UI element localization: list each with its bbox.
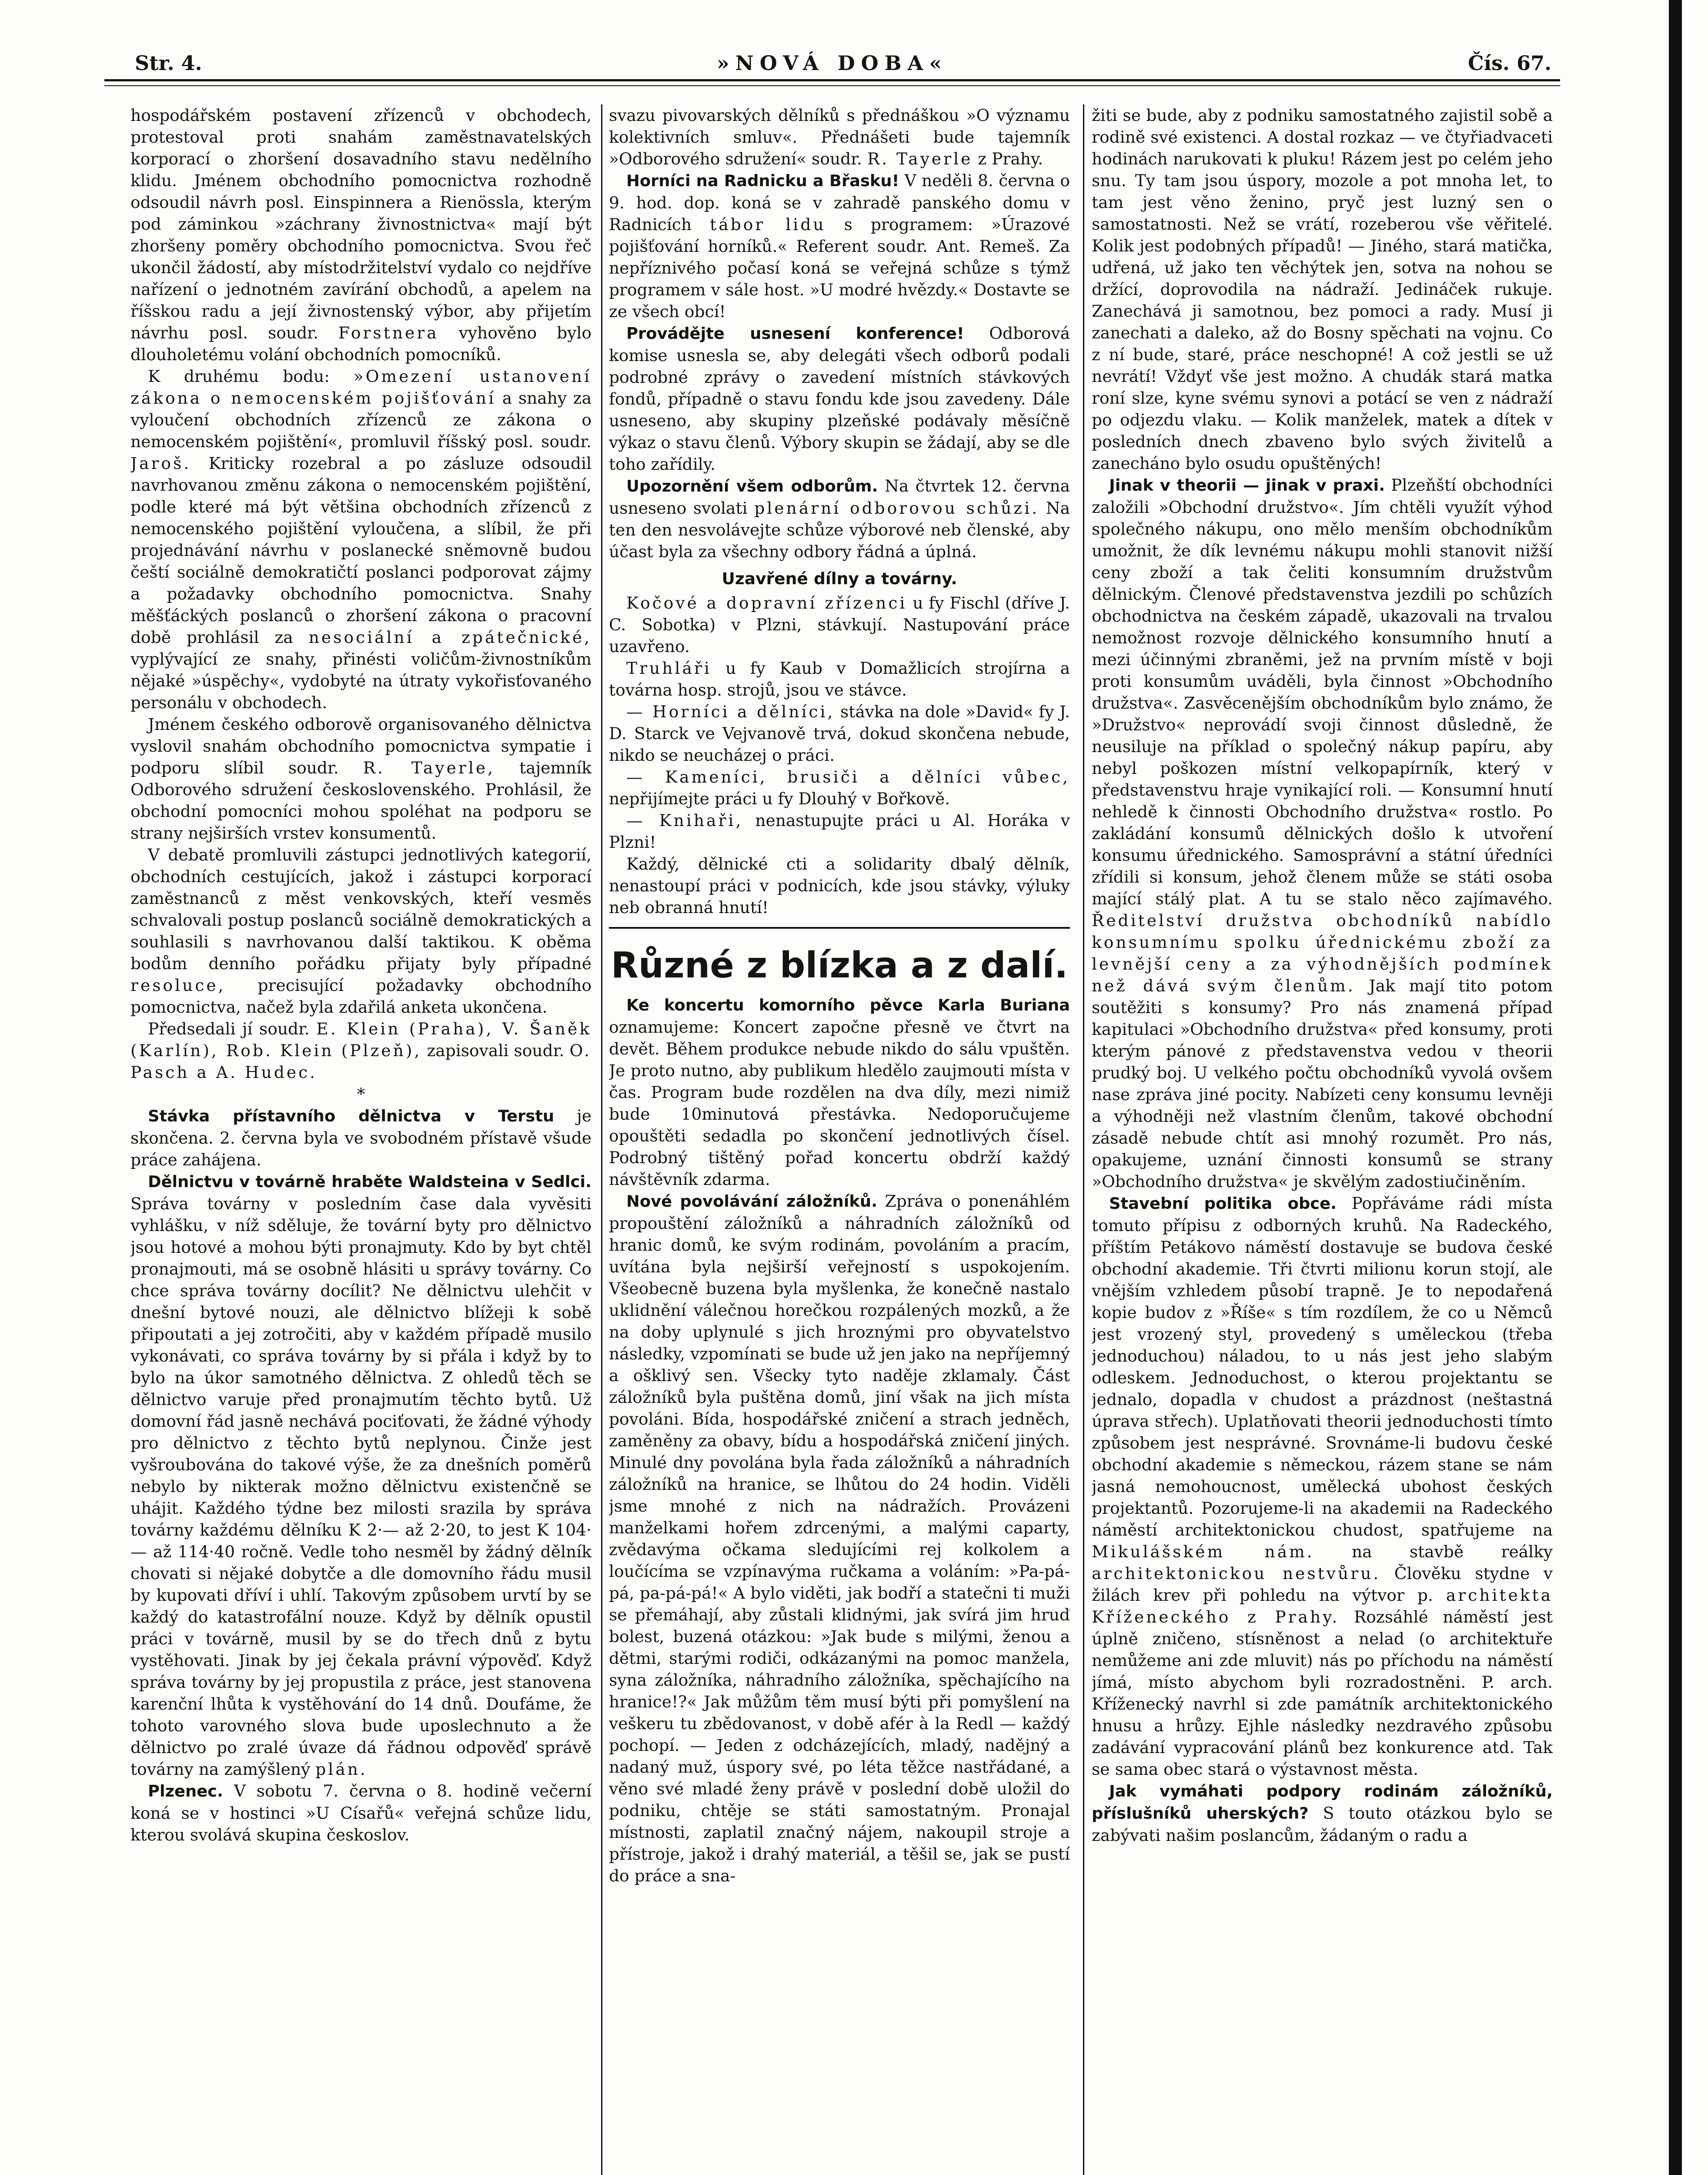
column-divider-1 xyxy=(601,104,602,2175)
newspaper-title: »NOVÁ DOBA« xyxy=(716,51,948,75)
article-paragraph: svazu pivovarských dělníků s přednáškou »O významu kolektivních smluv«. Přednášeti bude tajemník »Odborového sdružení« soudr. R. Tayerle z Prahy. xyxy=(609,106,1070,168)
column-1 xyxy=(130,104,592,2175)
issue-number: Čís. 67. xyxy=(1467,51,1551,75)
article-paragraph: hospodářském postavení zřízenců v obchodech, protestoval proti snahám zaměstnavatelských korporací o zhoršení dosavadního stavu nedělního klidu. Jménem obchodního pomocnictva rozhodně odsoudil návrh posl. Einspinnera a Rienössla, kterým pod záminkou »záchrany živnostnictva« mají být zhoršeny poměry obchodního pomocnictva. Svou řeč ukončil žádostí, aby místodržitelství vydalo co nejdříve nařízení o jednotném zavírání obchodů, a apelem na říšskou radu a její živnostenský výbor, aby přijetím návrhu posl. soudr. Forstnera vyhověno bylo dlouholetému volání obchodních pomocníků. xyxy=(130,106,592,364)
article-paragraph: Jak vymáhati podpory rodinám záložníků, příslušníků uherských? S touto otázkou bylo se zabývati našim poslancům, žádaným o radu a xyxy=(1092,1782,1553,1845)
article-heading: Plzenec. xyxy=(148,1782,224,1800)
article-heading: Jak vymáhati podpory rodinám záložníků, příslušníků uherských? xyxy=(1092,1782,1553,1823)
article-paragraph: Nové povolávání záložníků. Zpráva o ponenáhlém propouštění záložníků a náhradních záložníků od hranic domů, ke svým rodinám, povoláním a pracím, uvítána byla nejširší veřejností s uspokojením. Všeobecně buzena byla myšlenka, že konečně nastalo uklidnění válečnou horečkou rozpálených mozků, a že na doby uplynulé s jich hroznými pro obyvatelstvo následky, vzpomínati se bude už jen jako na nepříjemný a ošklivý sen. Všecky tyto naděje zklamaly. Část záložníků byla puštěna domů, jiní však na jich místa povoláni. Bída, hospodářské zničení a strach jedněch, zaměněny za obavy, bídu a hospodářská zničení jiných. Minulé dny povolána byla řada záložníků a náhradních záložníků na hranice, se lhůtou do 24 hodin. Viděli jsme mnohé z nich na nádražích. Provázeni manželkami hořem zdrcenými, a malými caparty, zvědavýma očkama sledujícími rej kolkolem a loučícíma se vzpínavýma ručkama a voláním: »Pa-pá-pá, pa-pá-pá!« A bylo viděti, jak bodří a statečni ti muži se přemáhají, aby zůstali klidnými, jak svírá jim hruď bolest, buzená otázkou: »Jak bude s milými, ženou a dětmi, starými rodiči, odkázanými na pomoc manžela, syna záložníka, náhradního záložníka, spěchajícího na hranice!?« Jak můžům těm musí býti při pomyšlení na veškeru tu zbědovanost, v době afér à la Redl — každý pochopí. — Jeden z odcházejících, mladý, nadějný a nadaný muž, úspory své, po léta těžce nastřádané, a věno své mladé ženy právě v poslední době uložil do podniku, chtěje se státi samostatným. Pronajal místnosti, zaplatil značný nájem, nakoupil stroje a přístroje, jakož i drahý materiál, a těšil se, jak se pustí do práce a sna- xyxy=(609,1191,1070,1885)
article-paragraph: Stavební politika obce. Popřáváme rádi místa tomuto přípisu z odborných kruhů. Na Radeckého, příštím Petákovo náměstí dostavuje se budova české obchodní akademie. Tři čtvrti milionu korun stojí, ale vnějším vzhledem působí trapně. Je to nepodařená kopie budov z »Říše« s tím rozdílem, že co u Němců jest vrozený styl, provedený s uměleckou (třeba jednoduchou) náladou, to u nás jest jeho slabým odleskem. Jednoduchost, o kterou projektantu se jednalo, dopadla v chudost a prázdnost (neštastná úprava střech). Uplatňovati theorii jednoduchosti tímto způsobem jest nesprávné. Srovnáme-li budovu české obchodní akademie s německou, rázem stane se nám jasná nemohoucnost, umělecká ubohost českých projektantů. Pozorujeme-li na akademii na Radeckého náměstí architektonickou chudost, spatřujeme na Mikulášském nám. na stavbě reálky architektonickou nestvůru. Člověku stydne v žilách krev při pohledu na výtvor p. architekta Kříženeckého z Prahy. Rozsáhlé náměstí jest úplně zničeno, stísněnost a nelad (o architektuře nemůžeme ani zde mluvit) nás po příchodu na náměstí jímá, místo abychom byli rozradostněni. P. arch. Kříženecký navrhl si zde památník architektonického hnusu a hrůzy. Ejhle následky nezdravého způsobu zadávání vypracování plánů bez konkurence atd. Tak se sama obec stará o výstavnost města. xyxy=(1092,1194,1553,1779)
article-paragraph: Horníci na Radnicku a Břasku! V neděli 8. června o 9. hod. dop. koná se v zahradě panského domu v Radnicích tábor lidu s programem: »Úrazové pojišťování horníků.« Referent soudr. Ant. Remeš. Za nepříznivého počasí koná se veřejná schůze s týmž programem v sále host. »U modré hvězdy.« Dostavte se ze všech obcí! xyxy=(609,171,1070,321)
article-paragraph: Ke koncertu komorního pěvce Karla Buriana oznamujeme: Koncert započne přesně ve čtvrt na devět. Během produkce nebude nikdo do sálu vpuštěn. Je proto nutno, aby publikum hledělo zaujmouti místa v čas. Program bude rozdělen na dva díly, mezi nimiž bude 10minutová přestávka. Nedoporučujeme opouštěti sedadla po skončení jednotlivých čísel. Podrobný tištěný pořad koncertu obdrží každý návštěvník zdarma. xyxy=(609,996,1070,1189)
section-heading: Uzavřené dílny a továrny. xyxy=(722,569,957,588)
article-paragraph: K druhému bodu: »Omezení ustanovení zákona o nemocenském pojišťování a snahy za vyloučení obchodních zřízenců ze zákona o nemocenském pojištění«, promluvil říšský posl. soudr. Jaroš. Kriticky rozebral a po zásluze odsoudil navrhovanou změnu zákona o nemocenském pojištění, podle které má být většina obchodních zřízenců z nemocenského pojištění vyloučena, a slíbil, že při projednávání návrhu v poslanecké sněmovně budou čeští sociálně demokratičtí poslanci podporovat zájmy a požadavky obchodního pomocnictva. Snahy měšťáckých poslanců o zhoršení zákona o pracovní době prohlásil za nesociální a zpátečnické, vyplývající ze snahy, přinésti voličům-živnostníkům nějaké »úspěchy«, vydobyté na útraty vykořisťovaného personálu v obchodech. xyxy=(130,367,592,712)
column-3 xyxy=(1092,104,1553,2175)
article-heading: Jinak v theorii — jinak v praxi. xyxy=(1109,476,1385,495)
article-heading: Stávka přístavního dělnictva v Terstu xyxy=(148,1107,555,1125)
header-rule xyxy=(104,79,1560,81)
column-2 xyxy=(609,104,1070,2175)
article-heading: Upozornění všem odborům. xyxy=(626,477,878,495)
separator-star: * xyxy=(357,1084,365,1104)
section-title: Různé z blízka a z dalí. xyxy=(611,945,1068,986)
article-paragraph: Každý, dělnické cti a solidarity dbalý dělník, nenastoupí práci v podnicích, kde jsou stávky, výluky neb obranná hnutí! xyxy=(609,854,1070,917)
article-heading: Ke koncertu komorního pěvce Karla Buriana xyxy=(626,996,1070,1014)
article-paragraph: Provádějte usnesení konference! Odborová komise usnesla se, aby delegáti všech odborů podali podrobné zprávy o zavedení místních stávkových fondů, případně o stavu fondu kde jsou zavedeny. Dále usneseno, aby skupiny plzeňské podávaly měsíčně výkaz o stavu členů. Výbory skupin se žádají, aby se dle toho zařídily. xyxy=(609,324,1070,474)
section-rule xyxy=(609,927,1070,929)
article-paragraph: Dělnictvu v továrně hraběte Waldsteina v Sedlci. Správa továrny v posledním čase dala vyvěsiti vyhlášku, v níž sděluje, že tovární byty pro dělnictvo jsou hotové a mohou býti pronajmuty. Kdo by byt chtěl pronajmouti, má se osobně hlásiti u správy továrny. Co chce správa továrny docílit? Ne dělnictvu ulehčit v dnešní bytové nouzi, ale dělnictvo blížeji k sobě připoutati a jej zotročiti, aby v každém případě musilo vykonávati, co správa továrny by si přála i když by to bylo na úkor samotného dělnictva. Z ohledů těch se dělnictvo varuje před pronajmutím těchto bytů. Už domovní řád jasně nechává pociťovati, že žádné výhody pro dělnictvo z těchto bytů neplynou. Činže jest vyšroubována do takové výše, že za dnešních poměrů nebylo by nikterak možno dělnictvu existenčně se uhájit. Každého týdne bez milosti srazila by správa továrny každému dělníku K 2·— až 2·20, to jest K 104·— až 114·40 ročně. Vedle toho nesměl by žádný dělník chovati si nějaké dobytče a dle domovního řádu musil by kupovati dříví i uhlí. Takovým způsobem urvtí by se každý do katastrofální nouze. Když by dělník opustil práci v továrně, musil by se do třech dnů z bytu vystěhovati. Jinak by jej čekala právní výpověď. Když správa továrny by jej propustila z práce, jest stanovena karenční lhůta k vystěhování do 14 dnů. Doufáme, že tohoto varovného slova bude uposlechnuto a že dělnictvo po zralé úvaze dá řádnou odpověď správě továrny na zamýšlený plán. xyxy=(130,1172,592,1779)
article-paragraph: Jménem českého odborově organisovaného dělnictva vyslovil snahám obchodního pomocnictva sympatie i podporu slíbil soudr. R. Tayerle, tajemník Odborového sdružení československého. Prohlásil, že obchodní pomocníci mohou spoléhat na podporu se strany nejširších vrstev konsumentů. xyxy=(130,715,592,843)
article-paragraph: — Horníci a dělníci, stávka na dole »David« fy J. D. Starck ve Vejvanově trvá, dokud skončena nebude, nikdo se neucházej o práci. xyxy=(609,702,1070,765)
article-heading: Stavební politika obce. xyxy=(1109,1194,1337,1213)
page-number: Str. 4. xyxy=(135,51,202,75)
page-header xyxy=(104,48,1560,78)
scan-edge xyxy=(1669,0,1682,2175)
article-paragraph: Předsedali jí soudr. E. Klein (Praha), V. Šaněk (Karlín), Rob. Klein (Plzeň), zapisovali soudr. O. Pasch a A. Hudec. xyxy=(130,1019,592,1082)
article-paragraph: Stávka přístavního dělnictva v Terstu je skončena. 2. června byla ve svobodném přístavě všude práce zahájena. xyxy=(130,1106,592,1169)
article-paragraph: žiti se bude, aby z podniku samostatného zajistil sobě a rodině své existenci. A dostal rozkaz — ve čtyřiadvaceti hodinách narukovati k pluku! Rázem jest po celém jeho snu. Ty tam jsou úspory, mozole a pot mnoha let, to tam jest věno ženino, pryč jest luzný sen o samostatnosti. Než se vrátí, rozeberou vše věřitelé. Kolik jest podobných případů! — Jiného, stará matička, udřená, už jako ten věchýtek jen, sotva na nohou se držící, doprovodila na nádraží. Jedináček rukuje. Zanechává ji samotnou, bez pomoci a rady. Musí ji zanechati a daleko, až do Bosny spěchati na vojnu. Co z ní bude, staré, práce neschopné! A což jestli se už nevrátí! Vždyť vše jest možno. A chudák stará matka roní slze, kyne svému synovi a potácí se ven z nádraží po odjezdu vlaku. — Kolik manželek, matek a dítek v posledních dnech zbaveno bylo svých živitelů a zanecháno bylo osudu opuštěných! xyxy=(1092,106,1553,473)
article-heading: Nové povolávání záložníků. xyxy=(626,1192,878,1211)
article-paragraph: Plzenec. V sobotu 7. června o 8. hodině večerní koná se v hostinci »U Císařů« veřejná schůze lidu, kterou svolává skupina českoslov. xyxy=(130,1781,592,1844)
article-paragraph: V debatě promluvili zástupci jednotlivých kategorií, obchodních cestujících, jakož i zástupci korporací zaměstnanců z měst venkovských, kteří vesměs schvalovali postup poslanců sociálně demokratických a souhlasili s navrhovanou další taktikou. K oběma bodům denního pořádku přijaty byly případné resoluce, precisující požadavky obchodního pomocnictva, načež byla zdařilá anketa ukončena. xyxy=(130,845,592,1017)
article-paragraph: Upozornění všem odborům. Na čtvrtek 12. června usneseno svolati plenární odborovou schůzi. Na ten den nesvolávejte schůze výborové neb členské, aby účast byla za všechny odbory řádná a úplná. xyxy=(609,476,1070,561)
article-heading: Provádějte usnesení konference! xyxy=(626,324,964,343)
article-paragraph: Kočové a dopravní zřízenci u fy Fischl (dříve J. C. Sobotka) v Plzni, stávkují. Nastupování práce uzavřeno. xyxy=(609,593,1070,656)
article-paragraph: — Knihaři, nenastupujte práci u Al. Horáka v Plzni! xyxy=(609,811,1070,852)
article-paragraph: Truhláři u fy Kaub v Domažlicích strojírna a továrna hosp. strojů, jsou ve stávce. xyxy=(609,659,1070,699)
header-rule-thin xyxy=(104,85,1560,86)
article-heading: Horníci na Radnicku a Břasku! xyxy=(626,171,899,190)
column-divider-2 xyxy=(1083,104,1084,2175)
article-paragraph: — Kameníci, brusiči a dělníci vůbec, nepřijímejte práci u fy Dlouhý v Bořkově. xyxy=(609,767,1070,808)
article-heading: Dělnictvu v továrně hraběte Waldsteina v Sedlci. xyxy=(148,1172,592,1191)
article-paragraph: Jinak v theorii — jinak v praxi. Plzeňští obchodníci založili »Obchodní družstvo«. Jím chtěli využít výhod společného nákupu, ono mělo menším obchodníkům umožnit, že dík levnému nákupu mohli stanovit nižší ceny zboží a tak čeliti konsumním družstvům dělnickým. Členové představenstva jezdili po schůzích obchodnictva na českém západě, ukazovali na trvalou nemožnost rozvoje dělnického konsumního hnutí a mezi účinnými zbraněmi, jež na prvním místě v boji proti konsumům uváděli, byla činnost »Obchodního družstva«. Zasvěcenějším obchodníkům bylo známo, že »Družstvo« neprovádí svoji činnost důsledně, že neusiluje na příklad o společný nákup papíru, aby nebyl poškozen místní velkopapírník, který v představenstvu hraje vynikající roli. — Konsumní hnutí nehledě k činnosti Obchodního družstva« rostlo. Po zakládání konsumů dělnických došlo k utvoření konsumu úřednického. Samosprávní a státní úředníci zřídili si konsum, jehož členem může se státi osoba mající stálý plat. A tu se stalo něco zajímavého. Ředitelství družstva obchodníků nabídlo konsumnímu spolku úřednickému zboží za levnější ceny a za výhodnějších podmínek než dává svým členům. Jak mají tito potom soutěžiti s konsumy? Pro nás znamená případ kapitulaci »Obchodního družstva« před konsumy, proti kterým pánové z představenstva vedou v theorii prudký boj. U velkého počtu obchodníků vyvolá ovšem nase zpráva jiné pocity. Nabízeti ceny konsumu levněji a výhodněji než vlastním členům, takové obchodní zásadě nebude chtít asi mnohý rozumět. Pro nás, opakujeme, uznání činnosti konsumů se strany »Obchodního družstva« je skvělým zadostiučiněním. xyxy=(1092,475,1553,1191)
